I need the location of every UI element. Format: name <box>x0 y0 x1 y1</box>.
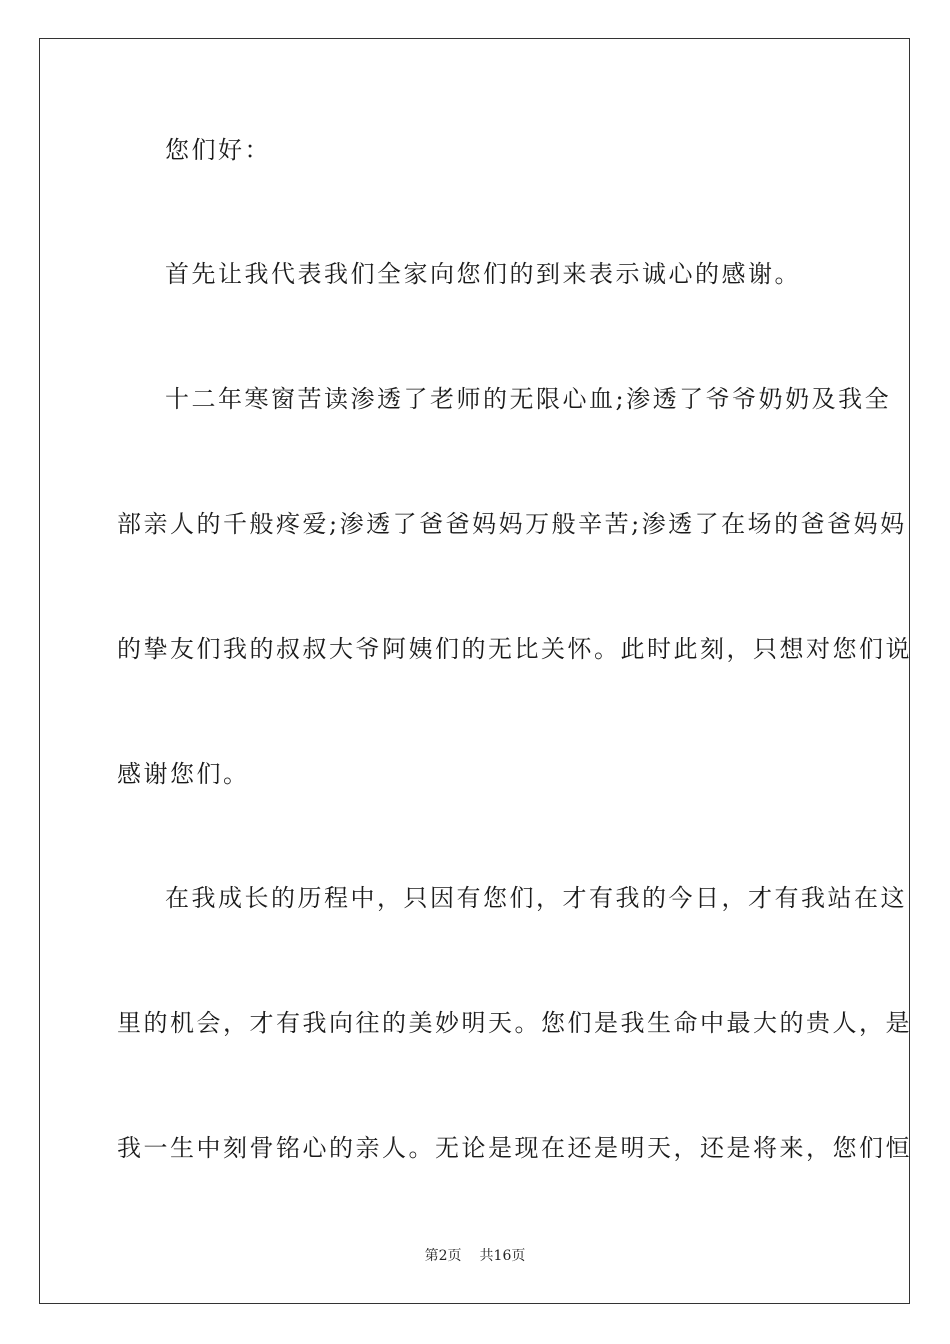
paragraph-line-1: 首先让我代表我们全家向您们的到来表示诚心的感谢。 <box>165 260 801 288</box>
paragraph-line-7: 里的机会，才有我向往的美妙明天。您们是我生命中最大的贵人，是 <box>117 1009 912 1037</box>
page-frame <box>39 38 910 1304</box>
paragraph-line-6: 在我成长的历程中，只因有您们，才有我的今日，才有我站在这 <box>165 884 907 912</box>
paragraph-line-2: 十二年寒窗苦读渗透了老师的无限心血;渗透了爷爷奶奶及我全 <box>165 385 892 413</box>
paragraph-line-5: 感谢您们。 <box>117 760 250 788</box>
page-number-current: 第2页 <box>424 1248 462 1264</box>
paragraph-line-3: 部亲人的千般疼爱;渗透了爸爸妈妈万般辛苦;渗透了在场的爸爸妈妈 <box>117 510 907 538</box>
page-footer <box>0 1247 950 1265</box>
paragraph-line-4: 的挚友们我的叔叔大爷阿姨们的无比关怀。此时此刻，只想对您们说 <box>117 635 912 663</box>
greeting-line: 您们好： <box>165 136 271 164</box>
paragraph-line-8: 我一生中刻骨铭心的亲人。无论是现在还是明天，还是将来，您们恒 <box>117 1134 912 1162</box>
page-number-total: 共16页 <box>479 1248 526 1264</box>
